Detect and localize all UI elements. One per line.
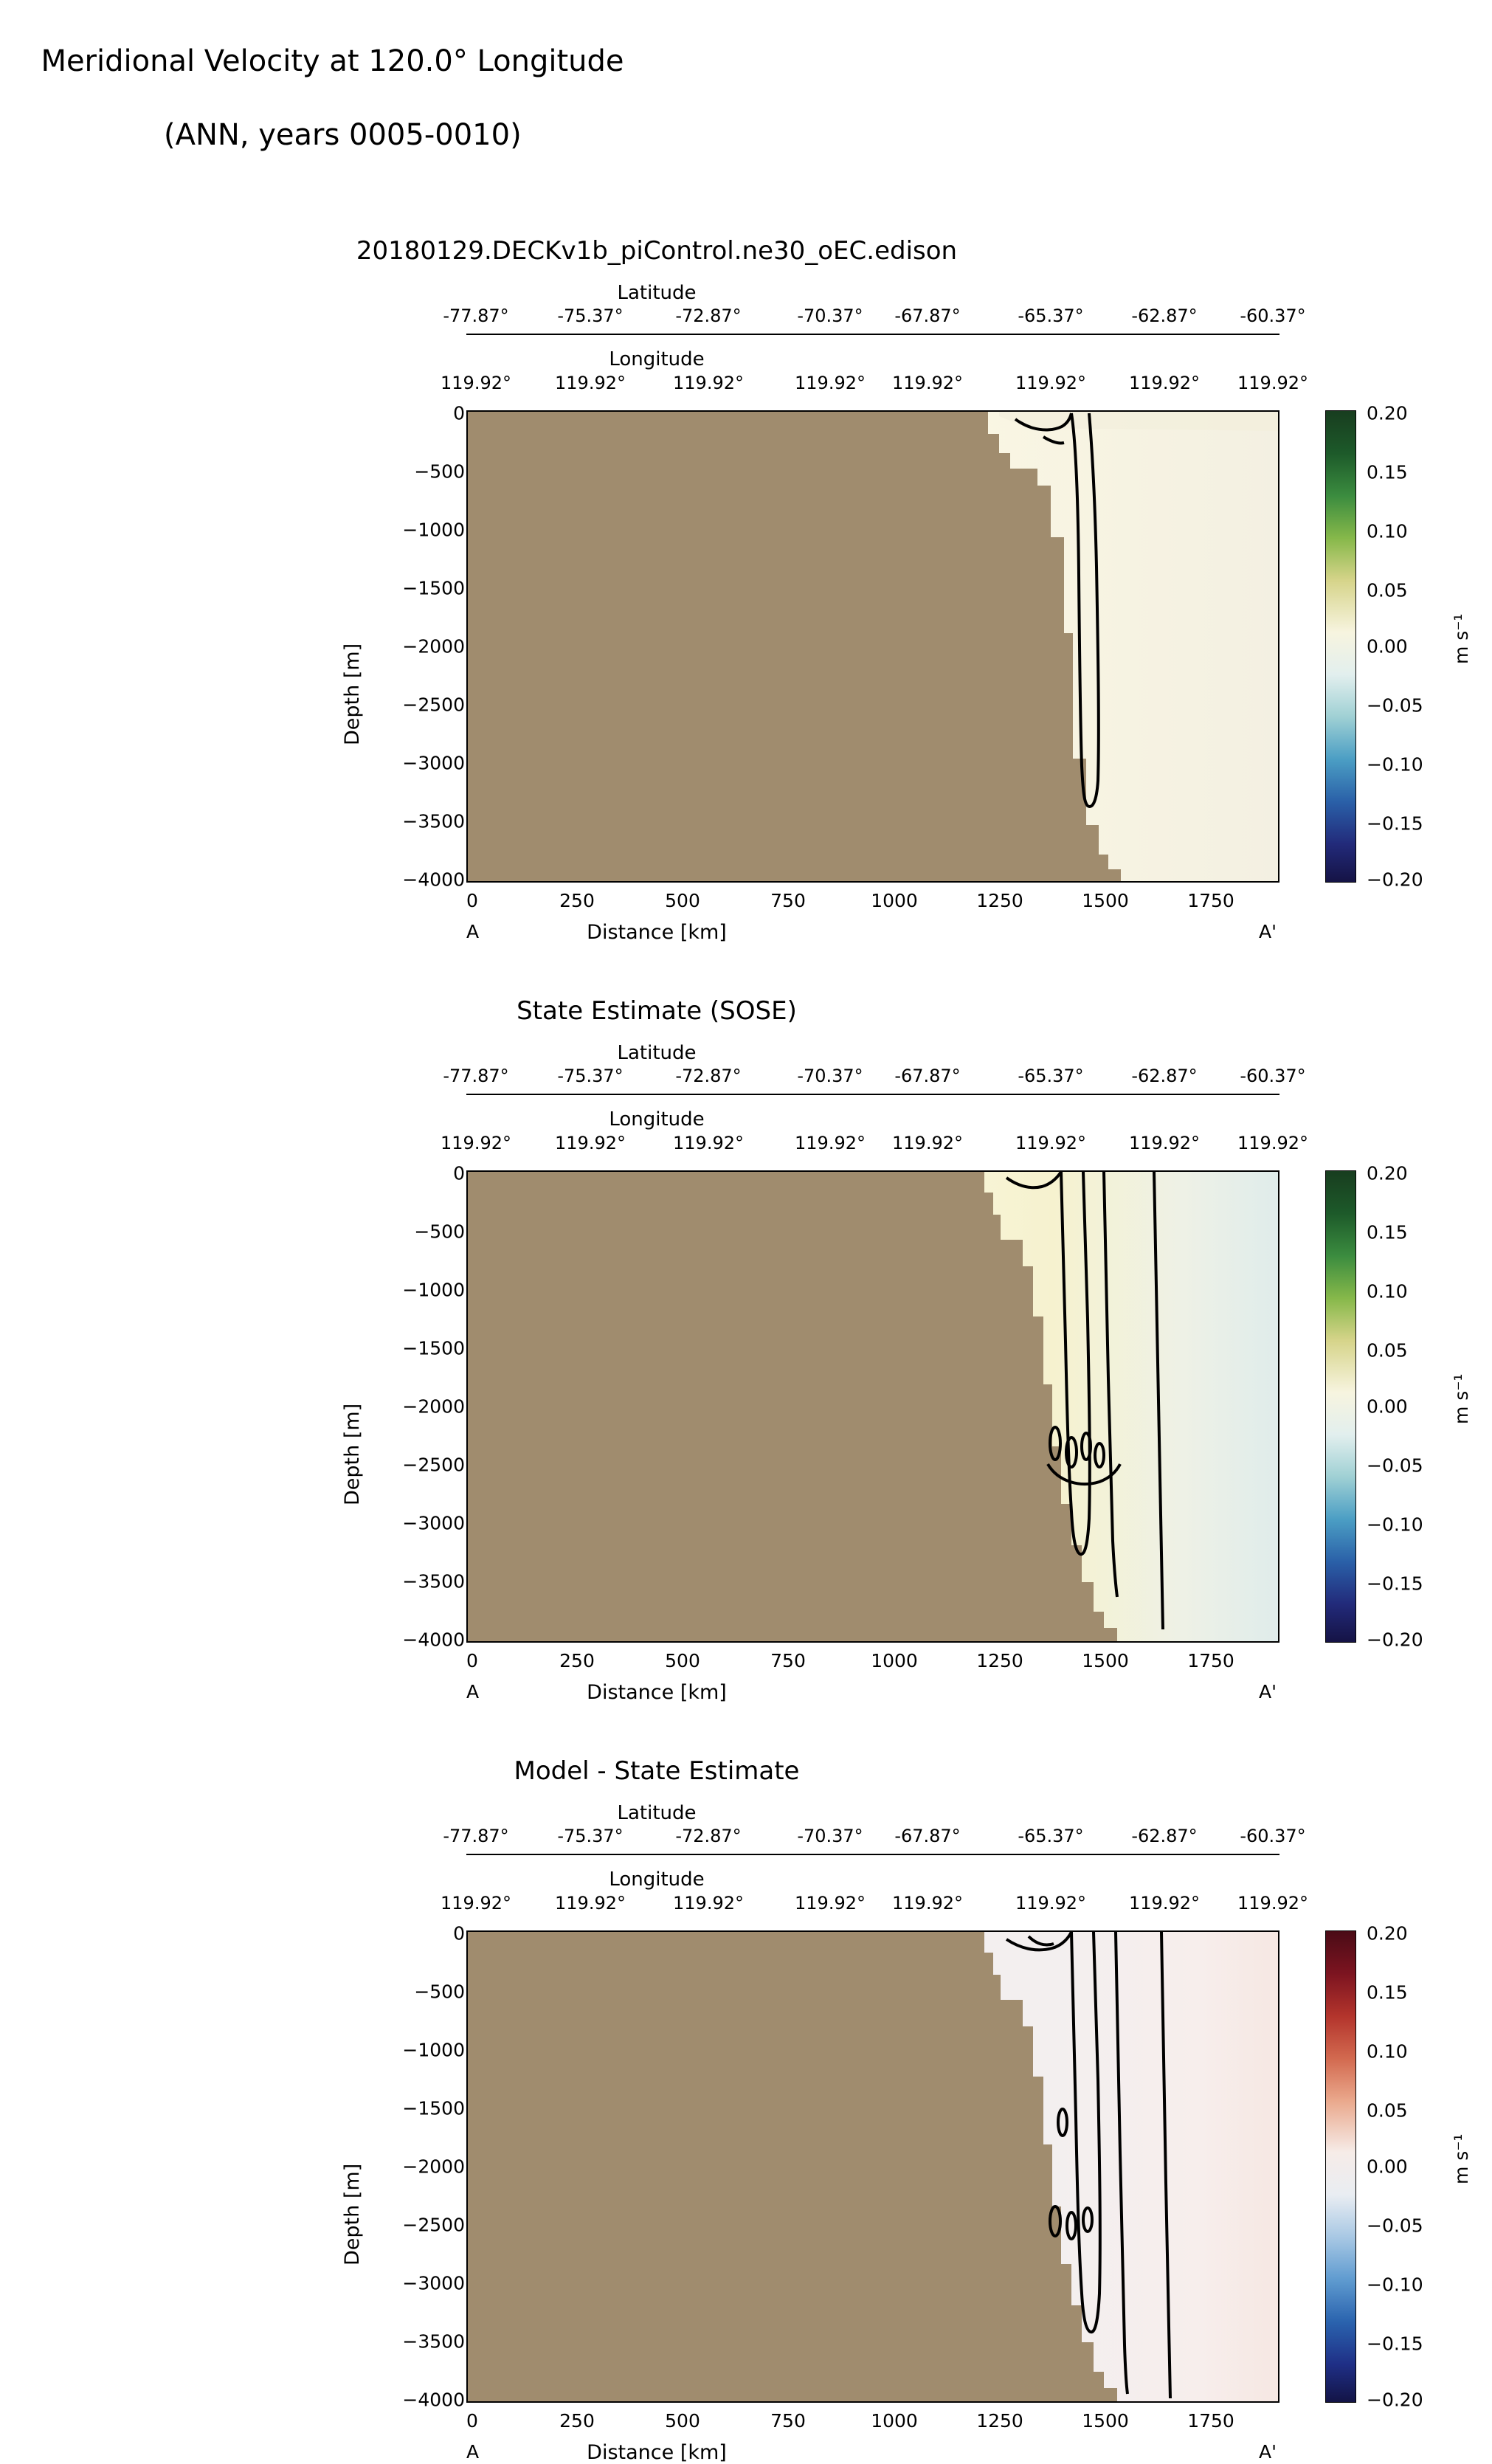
depth-axis-label-3: Depth [m] xyxy=(341,2163,364,2265)
figure-suptitle xyxy=(22,6,624,190)
distance-tick: 0 xyxy=(466,890,478,911)
latitude-ticklabels-1 xyxy=(0,306,1313,328)
distance-ticklabels-1 xyxy=(0,890,1313,915)
latitude-axis-label-1: Latitude xyxy=(617,282,697,304)
distance-tick: 500 xyxy=(665,890,700,911)
lat-tick: -65.37° xyxy=(1018,1826,1084,1846)
distance-tick: 1500 xyxy=(1082,1650,1129,1671)
lon-tick: 119.92° xyxy=(1237,373,1308,393)
lat-tick: -77.87° xyxy=(443,1066,509,1086)
cbar-tick: 0.20 xyxy=(1367,1922,1408,1944)
lon-tick: 119.92° xyxy=(1015,1893,1086,1913)
cbar-tick: 0.15 xyxy=(1367,461,1408,483)
colorbar-sose xyxy=(1325,1170,1356,1643)
depth-tick: −3000 xyxy=(402,1512,465,1534)
distance-tick: 1500 xyxy=(1082,2410,1129,2432)
cbar-tick: −0.20 xyxy=(1367,869,1423,891)
lon-tick: 119.92° xyxy=(441,1133,511,1153)
distance-tick: 0 xyxy=(466,2410,478,2432)
depth-tick: −3500 xyxy=(402,810,465,832)
colorbar-model xyxy=(1325,410,1356,883)
cross-section-plot-model[interactable] xyxy=(466,410,1279,883)
depth-tick: −1500 xyxy=(402,2097,465,2119)
depth-tick: −1500 xyxy=(402,577,465,599)
lat-tick: -70.37° xyxy=(797,1826,863,1846)
distance-tick: 750 xyxy=(770,2410,806,2432)
lon-tick: 119.92° xyxy=(1129,1893,1200,1913)
lat-tick: -60.37° xyxy=(1240,306,1306,326)
depth-tick: −4000 xyxy=(402,1629,465,1651)
longitude-axis-label-2: Longitude xyxy=(609,1108,705,1131)
distance-tick: 500 xyxy=(665,1650,700,1671)
cbar-tick: −0.20 xyxy=(1367,1629,1423,1651)
distance-tick: 750 xyxy=(770,890,806,911)
cbar-tick: 0.10 xyxy=(1367,520,1408,542)
lon-tick: 119.92° xyxy=(1129,1133,1200,1153)
lon-tick: 119.92° xyxy=(892,373,963,393)
cbar-tick: 0.20 xyxy=(1367,1162,1408,1184)
lat-tick: -77.87° xyxy=(443,306,509,326)
lon-tick: 119.92° xyxy=(795,373,866,393)
distance-tick: 1250 xyxy=(976,2410,1023,2432)
latitude-axis-label-3: Latitude xyxy=(617,1802,697,1824)
latitude-axis-rule-2 xyxy=(466,1094,1279,1095)
lat-tick: -62.87° xyxy=(1131,306,1198,326)
cbar-tick: 0.00 xyxy=(1367,635,1408,658)
cbar-tick: 0.10 xyxy=(1367,1280,1408,1302)
distance-tick: 250 xyxy=(559,2410,595,2432)
cbar-tick: −0.05 xyxy=(1367,2215,1423,2237)
lon-tick: 119.92° xyxy=(1237,1133,1308,1153)
depth-tick: −3500 xyxy=(402,2330,465,2353)
cbar-tick: 0.00 xyxy=(1367,2156,1408,2178)
distance-tick: 1000 xyxy=(871,2410,918,2432)
latitude-axis-label-2: Latitude xyxy=(617,1042,697,1064)
longitude-axis-label-1: Longitude xyxy=(609,348,705,370)
cbar-tick: −0.10 xyxy=(1367,753,1423,776)
depth-tick: 0 xyxy=(453,1922,465,1944)
depth-tick: −1000 xyxy=(402,1279,465,1301)
cbar-tick: 0.15 xyxy=(1367,1221,1408,1243)
depth-tick: −2500 xyxy=(402,694,465,716)
colorbar-difference xyxy=(1325,1930,1356,2403)
distance-tick: 1750 xyxy=(1187,890,1234,911)
cbar-tick: 0.05 xyxy=(1367,1339,1408,1362)
distance-axis-label-3: Distance [km] xyxy=(587,2441,727,2464)
cbar-tick: 0.05 xyxy=(1367,579,1408,601)
distance-tick: 250 xyxy=(559,890,595,911)
depth-tick: −1000 xyxy=(402,519,465,541)
lon-tick: 119.92° xyxy=(441,373,511,393)
cbar-tick: −0.05 xyxy=(1367,694,1423,717)
lon-tick: 119.92° xyxy=(795,1893,866,1913)
lon-tick: 119.92° xyxy=(892,1893,963,1913)
transect-start-label-2: A xyxy=(466,1681,480,1702)
distance-tick: 1250 xyxy=(976,890,1023,911)
panel-title-model: 20180129.DECKv1b_piControl.ne30_oEC.edison xyxy=(356,236,958,266)
depth-tick: −500 xyxy=(414,1981,465,2003)
cross-section-plot-sose[interactable] xyxy=(466,1170,1279,1643)
transect-start-label-1: A xyxy=(466,921,480,942)
lat-tick: -60.37° xyxy=(1240,1826,1306,1846)
longitude-axis-label-3: Longitude xyxy=(609,1868,705,1891)
lat-tick: -65.37° xyxy=(1018,306,1084,326)
distance-tick: 1500 xyxy=(1082,890,1129,911)
lon-tick: 119.92° xyxy=(673,1133,744,1153)
latitude-ticklabels-3 xyxy=(0,1826,1313,1848)
cbar-tick: −0.10 xyxy=(1367,1514,1423,1536)
suptitle-line-2: (ANN, years 0005-0010) xyxy=(164,118,522,152)
lon-tick: 119.92° xyxy=(1015,1133,1086,1153)
depth-tick: −3500 xyxy=(402,1570,465,1592)
lat-tick: -70.37° xyxy=(797,306,863,326)
depth-tick: −2000 xyxy=(402,2156,465,2178)
depth-tick: −1500 xyxy=(402,1337,465,1359)
distance-tick: 0 xyxy=(466,1650,478,1671)
depth-tick: −500 xyxy=(414,1221,465,1243)
suptitle-line-1: Meridional Velocity at 120.0° Longitude xyxy=(41,44,624,78)
lon-tick: 119.92° xyxy=(673,1893,744,1913)
lat-tick: -62.87° xyxy=(1131,1066,1198,1086)
cbar-tick: 0.05 xyxy=(1367,2099,1408,2122)
cbar-tick: −0.10 xyxy=(1367,2274,1423,2296)
lat-tick: -75.37° xyxy=(557,306,624,326)
lat-tick: -75.37° xyxy=(557,1066,624,1086)
lon-tick: 119.92° xyxy=(673,373,744,393)
distance-axis-label-2: Distance [km] xyxy=(587,1681,727,1704)
lat-tick: -67.87° xyxy=(894,1826,961,1846)
colorbar-unit-label-1: m s⁻¹ xyxy=(1451,613,1472,664)
latitude-axis-rule-1 xyxy=(466,334,1279,335)
transect-end-label-3: A' xyxy=(1259,2441,1277,2463)
lon-tick: 119.92° xyxy=(1237,1893,1308,1913)
lon-tick: 119.92° xyxy=(1015,373,1086,393)
depth-axis-label-2: Depth [m] xyxy=(341,1403,364,1505)
lat-tick: -65.37° xyxy=(1018,1066,1084,1086)
depth-tick: −2000 xyxy=(402,1395,465,1418)
lat-tick: -72.87° xyxy=(675,306,742,326)
distance-ticklabels-2 xyxy=(0,1650,1313,1675)
depth-tick: −1000 xyxy=(402,2039,465,2061)
transect-end-label-1: A' xyxy=(1259,921,1277,942)
depth-tick: −500 xyxy=(414,460,465,483)
longitude-ticklabels-3 xyxy=(0,1893,1313,1915)
distance-tick: 1750 xyxy=(1187,1650,1234,1671)
distance-axis-label-1: Distance [km] xyxy=(587,921,727,944)
lon-tick: 119.92° xyxy=(555,1133,626,1153)
distance-tick: 1250 xyxy=(976,1650,1023,1671)
lon-tick: 119.92° xyxy=(555,1893,626,1913)
transect-end-label-2: A' xyxy=(1259,1681,1277,1702)
cross-section-plot-difference[interactable] xyxy=(466,1930,1279,2403)
depth-tick: 0 xyxy=(453,1162,465,1184)
distance-tick: 1750 xyxy=(1187,2410,1234,2432)
cbar-tick: −0.15 xyxy=(1367,812,1423,835)
lon-tick: 119.92° xyxy=(441,1893,511,1913)
cbar-tick: 0.15 xyxy=(1367,1981,1408,2004)
cbar-tick: 0.20 xyxy=(1367,402,1408,424)
depth-tick: −4000 xyxy=(402,2389,465,2411)
distance-tick: 1000 xyxy=(871,1650,918,1671)
lat-tick: -70.37° xyxy=(797,1066,863,1086)
longitude-ticklabels-2 xyxy=(0,1133,1313,1155)
latitude-axis-rule-3 xyxy=(466,1854,1279,1855)
depth-tick: 0 xyxy=(453,402,465,424)
depth-tick: −3000 xyxy=(402,2272,465,2294)
distance-ticklabels-3 xyxy=(0,2410,1313,2435)
panel-title-sose: State Estimate (SOSE) xyxy=(517,996,797,1026)
depth-tick: −2500 xyxy=(402,1454,465,1476)
colorbar-unit-label-3: m s⁻¹ xyxy=(1451,2133,1472,2184)
latitude-ticklabels-2 xyxy=(0,1066,1313,1088)
depth-tick: −3000 xyxy=(402,752,465,774)
lon-tick: 119.92° xyxy=(892,1133,963,1153)
lat-tick: -75.37° xyxy=(557,1826,624,1846)
distance-tick: 500 xyxy=(665,2410,700,2432)
cbar-tick: 0.00 xyxy=(1367,1395,1408,1418)
depth-axis-label-1: Depth [m] xyxy=(341,643,364,745)
depth-tick: −2500 xyxy=(402,2214,465,2236)
cbar-tick: 0.10 xyxy=(1367,2040,1408,2063)
panel-title-difference: Model - State Estimate xyxy=(514,1756,800,1786)
cbar-tick: −0.20 xyxy=(1367,2389,1423,2411)
lon-tick: 119.92° xyxy=(795,1133,866,1153)
distance-tick: 1000 xyxy=(871,890,918,911)
longitude-ticklabels-1 xyxy=(0,373,1313,395)
lon-tick: 119.92° xyxy=(1129,373,1200,393)
lat-tick: -62.87° xyxy=(1131,1826,1198,1846)
lat-tick: -60.37° xyxy=(1240,1066,1306,1086)
transect-start-label-3: A xyxy=(466,2441,480,2463)
distance-tick: 750 xyxy=(770,1650,806,1671)
depth-tick: −4000 xyxy=(402,869,465,891)
depth-tick: −2000 xyxy=(402,635,465,658)
lat-tick: -67.87° xyxy=(894,306,961,326)
lat-tick: -72.87° xyxy=(675,1066,742,1086)
lat-tick: -72.87° xyxy=(675,1826,742,1846)
cbar-tick: −0.15 xyxy=(1367,1573,1423,1595)
lat-tick: -67.87° xyxy=(894,1066,961,1086)
distance-tick: 250 xyxy=(559,1650,595,1671)
colorbar-unit-label-2: m s⁻¹ xyxy=(1451,1373,1472,1424)
lon-tick: 119.92° xyxy=(555,373,626,393)
cbar-tick: −0.15 xyxy=(1367,2333,1423,2355)
lat-tick: -77.87° xyxy=(443,1826,509,1846)
cbar-tick: −0.05 xyxy=(1367,1454,1423,1477)
